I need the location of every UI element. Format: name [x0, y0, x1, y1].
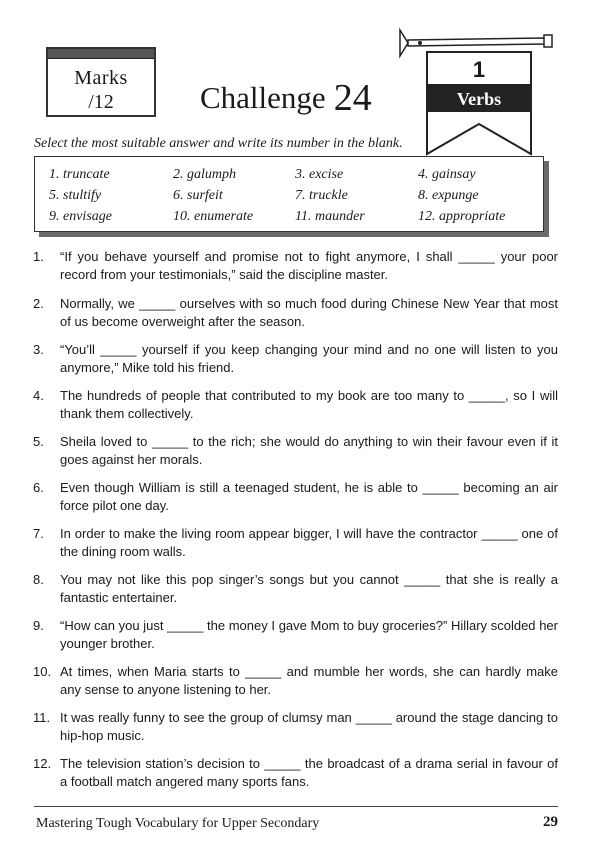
- question-text: At times, when Maria starts to _____ and mumble her words, she can hardly make any sense to anyone listening to her.: [60, 664, 558, 697]
- footer-book-title: Mastering Tough Vocabulary for Upper Secondary: [36, 816, 320, 831]
- question-item: [33, 295, 558, 331]
- question-number: 11.: [33, 710, 51, 725]
- question-item: [33, 248, 558, 284]
- marks-box: [46, 47, 156, 117]
- question-item: [33, 433, 558, 469]
- question-number: 6.: [33, 480, 44, 495]
- question-text: The hundreds of people that contributed to my book are too many to _____, so I will thank them collectively.: [60, 388, 558, 421]
- title-text: Challenge: [200, 80, 326, 115]
- word-bank-item: 7. truckle: [295, 188, 348, 203]
- footer-rule: [34, 806, 558, 807]
- question-item: [33, 571, 558, 607]
- question-number: 9.: [33, 618, 44, 633]
- question-text: You may not like this pop singer’s songs but you cannot _____ that she is really a fantastic entertainer.: [60, 572, 558, 605]
- question-number: 1.: [33, 249, 44, 264]
- question-number: 2.: [33, 296, 44, 311]
- question-number: 3.: [33, 342, 44, 357]
- page-number: 29: [543, 814, 558, 830]
- word-bank-item: 3. excise: [295, 167, 344, 182]
- question-number: 4.: [33, 388, 44, 403]
- question-number: 10.: [33, 664, 52, 679]
- question-number: 12.: [33, 756, 52, 771]
- question-text: The television station’s decision to _____ the broadcast of a drama serial in favour of a football match angered many sports fans.: [60, 756, 558, 789]
- question-text: Sheila loved to _____ to the rich; she would do anything to win their favour even if it goes against her morals.: [60, 434, 558, 467]
- word-bank-item: 5. stultify: [49, 188, 102, 203]
- question-number: 7.: [33, 526, 44, 541]
- marks-label: Marks: [74, 67, 128, 89]
- question-text: “If you behave yourself and promise not to fight anymore, I shall _____ your poor record from your testimonials,” said the discipline master.: [60, 249, 558, 282]
- word-bank-item: 2. galumph: [173, 167, 236, 182]
- question-item: [33, 663, 558, 699]
- page-title: [200, 76, 372, 120]
- marks-total: /12: [88, 91, 114, 113]
- question-text: Normally, we _____ ourselves with so much food during Chinese New Year that most of us become overweight after the season.: [60, 296, 558, 329]
- question-item: [33, 525, 558, 561]
- question-item: [33, 387, 558, 423]
- word-bank-item: 6. surfeit: [173, 188, 223, 203]
- word-bank-item: 1. truncate: [49, 167, 110, 182]
- question-number: 5.: [33, 434, 44, 449]
- word-bank-item: 9. envisage: [49, 209, 112, 224]
- question-item: [33, 479, 558, 515]
- question-item: [33, 341, 558, 377]
- question-text: In order to make the living room appear bigger, I will have the contractor _____ one of the dining room walls.: [60, 526, 558, 559]
- word-bank-item: 12. appropriate: [418, 209, 506, 224]
- unit-number: 1: [472, 57, 486, 82]
- question-text: Even though William is still a teenaged student, he is able to _____ becoming an air force pilot one day.: [60, 480, 558, 513]
- word-bank-item: 11. maunder: [295, 209, 365, 224]
- challenge-number: 24: [333, 77, 372, 119]
- question-item: [33, 755, 558, 791]
- instructions: Select the most suitable answer and write its number in the blank.: [34, 136, 403, 151]
- word-bank-item: 10. enumerate: [173, 209, 254, 224]
- word-bank-item: 8. expunge: [418, 188, 479, 203]
- question-text: It was really funny to see the group of clumsy man _____ around the stage dancing to hip-hop music.: [60, 710, 558, 743]
- marks-box-topbar: [48, 49, 154, 59]
- question-item: [33, 617, 558, 653]
- word-bank: [34, 156, 544, 232]
- question-item: [33, 709, 558, 745]
- question-text: “How can you just _____ the money I gave Mom to buy groceries?” Hillary scolded her younger brother.: [60, 618, 558, 651]
- question-text: “You’ll _____ yourself if you keep changing your mind and no one will listen to you anymore,” Mike told his friend.: [60, 342, 558, 375]
- unit-label: Verbs: [456, 89, 502, 109]
- word-bank-item: 4. gainsay: [418, 167, 476, 182]
- question-number: 8.: [33, 572, 44, 587]
